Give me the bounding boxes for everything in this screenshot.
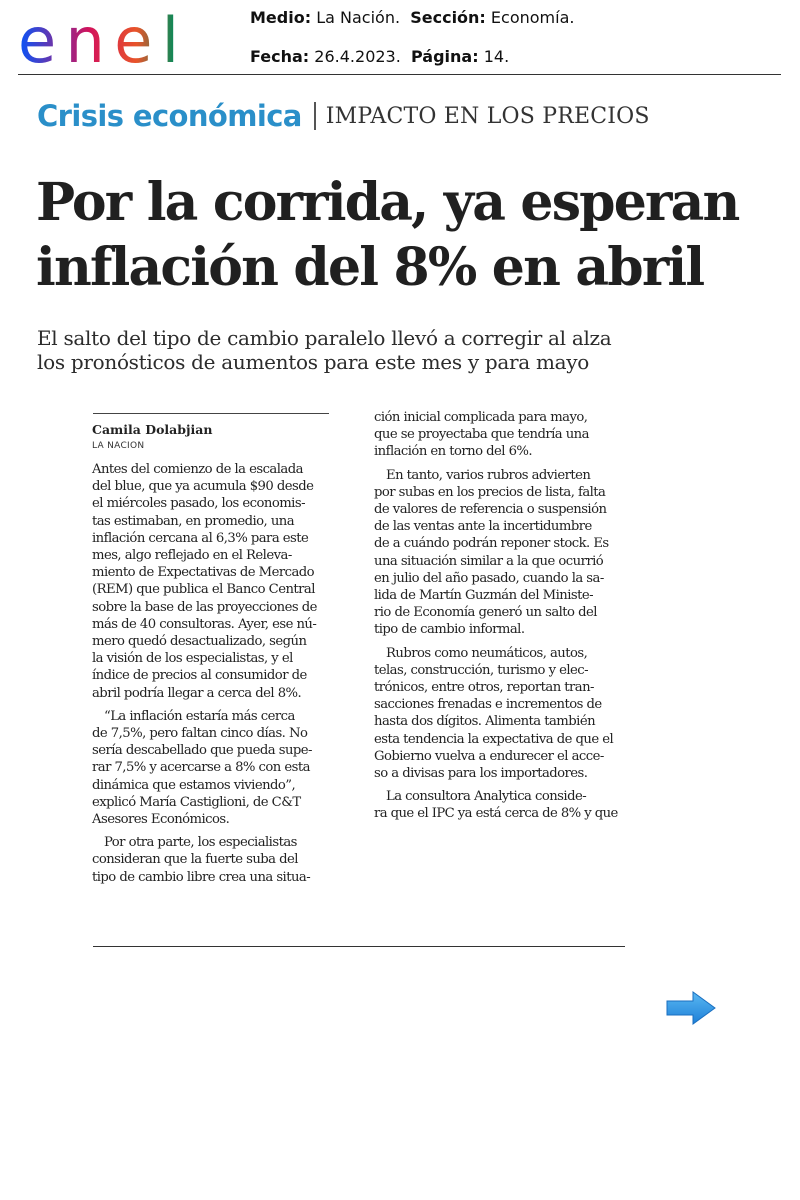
- article-line: explicó María Castiglioni, de C&T: [92, 794, 301, 810]
- fecha-label: Fecha:: [250, 47, 310, 66]
- pagina-value: 14.: [483, 47, 510, 66]
- article-line: índice de precios al consumidor de: [92, 668, 307, 684]
- seccion-value: Economía.: [490, 8, 575, 27]
- article-line: inflación cercana al 6,3% para este: [92, 530, 309, 546]
- article-paragraph: [92, 461, 334, 702]
- medio-label: Medio:: [250, 8, 312, 27]
- article-line: tipo de cambio libre crea una situa-: [92, 869, 311, 885]
- article-end-divider: [93, 946, 625, 947]
- headline: [36, 170, 776, 300]
- article-line: de valores de referencia o suspensión: [374, 502, 607, 518]
- medio-value: La Nación.: [316, 8, 401, 27]
- article-line: en julio del año pasado, cuando la sa-: [374, 570, 604, 586]
- article-line: de a cuándo podrán reponer stock. Es: [374, 536, 609, 552]
- article-line: sobre la base de las proyecciones de: [92, 599, 317, 615]
- article-line: tipo de cambio informal.: [374, 622, 525, 638]
- article-paragraph: [92, 834, 334, 886]
- article-line: trónicos, entre otros, reportan tran-: [374, 680, 594, 696]
- article-line: sería descabellado que pueda supe-: [92, 743, 312, 759]
- article-line: de 7,5%, pero faltan cinco días. No: [92, 726, 308, 742]
- author-name: Camila Dolabjian: [92, 422, 213, 437]
- article-line: (REM) que publica el Banco Central: [92, 582, 315, 598]
- article-line: “La inflación estaría más cerca: [104, 708, 295, 724]
- article-paragraph: [92, 708, 334, 828]
- article-line: tas estimaban, en promedio, una: [92, 513, 295, 529]
- article-line: miento de Expectativas de Mercado: [92, 565, 315, 581]
- article-line: dinámica que estamos viviendo”,: [92, 777, 296, 793]
- article-line: esta tendencia la expectativa de que el: [374, 731, 614, 747]
- article-paragraph: [374, 645, 618, 783]
- enel-logo: [18, 6, 180, 68]
- article-line: de las ventas ante la incertidumbre: [374, 519, 592, 535]
- meta-medio-seccion: [250, 8, 574, 27]
- article-line: Rubros como neumáticos, autos,: [386, 645, 588, 661]
- article-line: La consultora Analytica conside-: [386, 789, 587, 805]
- header-divider: [18, 74, 781, 75]
- outlet-name: LA NACION: [92, 441, 145, 451]
- logo-wordmark: enel: [18, 6, 176, 68]
- article-line: mes, algo reflejado en el Releva-: [92, 548, 292, 564]
- article-paragraph: [374, 467, 618, 639]
- article-paragraph: [374, 409, 618, 461]
- kicker-divider: [314, 102, 316, 130]
- article-paragraph: [374, 788, 618, 822]
- article-line: En tanto, varios rubros advierten: [386, 467, 591, 483]
- section-kicker: [37, 96, 650, 136]
- dek-line: El salto del tipo de cambio paralelo llevó a corregir al alza: [37, 326, 612, 350]
- article-line: Por otra parte, los especialistas: [104, 835, 297, 851]
- dek: [37, 326, 777, 374]
- article-line: Gobierno vuelva a endurecer el acce-: [374, 748, 604, 764]
- article-line: telas, construcción, turismo y elec-: [374, 662, 589, 678]
- seccion-label: Sección:: [410, 8, 486, 27]
- article-line: la visión de los especialistas, y el: [92, 651, 293, 667]
- article-line: que se proyectaba que tendría una: [374, 427, 589, 443]
- byline-divider: [93, 413, 329, 414]
- article-line: por subas en los precios de lista, falta: [374, 484, 606, 500]
- article-column-2: [374, 409, 618, 823]
- pagina-label: Página:: [410, 47, 479, 66]
- article-line: rar 7,5% y acercarse a 8% con esta: [92, 760, 310, 776]
- headline-line: Por la corrida, ya esperan: [36, 172, 739, 233]
- article-line: rio de Economía generó un salto del: [374, 605, 597, 621]
- article-line: Antes del comienzo de la escalada: [92, 462, 303, 477]
- fecha-value: 26.4.2023.: [314, 47, 401, 66]
- article-line: Asesores Económicos.: [92, 812, 230, 828]
- arrow-right-icon[interactable]: [665, 990, 717, 1026]
- article-line: más de 40 consultoras. Ayer, ese nú-: [92, 616, 317, 632]
- meta-fecha-pagina: [250, 47, 509, 66]
- section-topic: IMPACTO EN LOS PRECIOS: [325, 103, 650, 129]
- dek-line: los pronósticos de aumentos para este mes y para mayo: [37, 350, 590, 374]
- article-line: inflación en torno del 6%.: [374, 444, 533, 460]
- article-line: el miércoles pasado, los economis-: [92, 496, 305, 512]
- article-line: una situación similar a la que ocurrió: [374, 553, 604, 569]
- article-line: sacciones frenadas e incrementos de: [374, 697, 602, 713]
- article-line: consideran que la fuerte suba del: [92, 852, 298, 868]
- article-line: abril podría llegar a cerca del 8%.: [92, 685, 302, 701]
- section-name: Crisis económica: [37, 99, 302, 133]
- article-line: del blue, que ya acumula $90 desde: [92, 479, 314, 495]
- article-line: lida de Martín Guzmán del Ministe-: [374, 588, 593, 604]
- article-line: so a divisas para los importadores.: [374, 766, 588, 782]
- headline-line: inflación del 8% en abril: [36, 237, 704, 298]
- article-line: mero quedó desactualizado, según: [92, 634, 307, 650]
- article-line: hasta dos dígitos. Alimenta también: [374, 714, 596, 730]
- article-line: ra que el IPC ya está cerca de 8% y que: [374, 806, 618, 822]
- article-column-1: [92, 461, 334, 886]
- article-line: ción inicial complicada para mayo,: [374, 410, 588, 425]
